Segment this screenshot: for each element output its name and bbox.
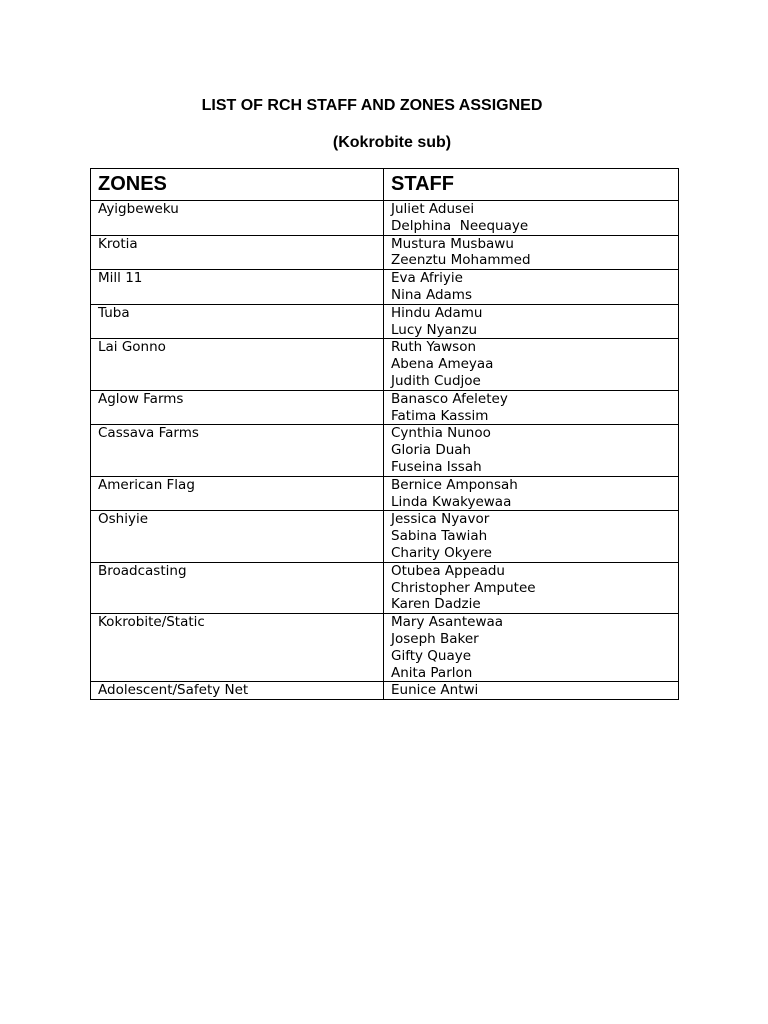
staff-cell: [384, 390, 679, 425]
staff-name: Fuseina Issah: [391, 458, 482, 475]
staff-name: Fatima Kassim: [391, 407, 489, 424]
staff-name: Mustura Musbawu: [391, 235, 514, 252]
staff-name: Judith Cudjoe: [391, 372, 481, 389]
staff-cell: [384, 270, 679, 305]
staff-cell: [384, 511, 679, 562]
staff-name: Joseph Baker: [391, 630, 479, 647]
table-row: [91, 511, 679, 562]
zone-cell: Mill 11: [91, 270, 384, 305]
staff-name: Lucy Nyanzu: [391, 321, 478, 338]
table-row: [91, 476, 679, 511]
zone-cell: Krotia: [91, 235, 384, 270]
zone-cell: Kokrobite/Static: [91, 614, 384, 682]
table-row: [91, 614, 679, 682]
document-subtitle: (Kokrobite sub): [332, 134, 452, 151]
zone-cell: Tuba: [91, 304, 384, 339]
column-header-zones: ZONES: [91, 169, 384, 201]
table-body: [91, 201, 679, 700]
table-row: [91, 339, 679, 390]
document-title: LIST OF RCH STAFF AND ZONES ASSIGNED: [201, 97, 543, 114]
zone-cell: Ayigbeweku: [91, 201, 384, 236]
zone-cell: Adolescent/Safety Net: [91, 682, 384, 700]
staff-cell: [384, 562, 679, 613]
zone-cell: Broadcasting: [91, 562, 384, 613]
staff-name: Otubea Appeadu: [391, 562, 505, 579]
staff-name: Eva Afriyie: [391, 270, 463, 287]
staff-cell: [384, 614, 679, 682]
table-header-row: [91, 169, 679, 201]
staff-name: Anita Parlon: [391, 664, 473, 681]
zone-cell: Oshiyie: [91, 511, 384, 562]
table-row: [91, 425, 679, 476]
staff-name: Ruth Yawson: [391, 339, 477, 356]
staff-cell: [384, 235, 679, 270]
staff-name: Juliet Adusei: [391, 201, 475, 217]
staff-name: Delphina Neequaye: [391, 217, 529, 234]
staff-name: Bernice Amponsah: [391, 476, 518, 493]
zone-cell: Lai Gonno: [91, 339, 384, 390]
staff-name: Cynthia Nunoo: [391, 425, 491, 442]
staff-name: Mary Asantewaa: [391, 614, 504, 631]
staff-cell: [384, 425, 679, 476]
staff-name: Eunice Antwi: [391, 682, 479, 699]
table-row: [91, 304, 679, 339]
staff-cell: [384, 339, 679, 390]
staff-cell: [384, 476, 679, 511]
staff-cell: [384, 304, 679, 339]
table-row: [91, 201, 679, 236]
staff-name: Zeenztu Mohammed: [391, 252, 531, 269]
table-row: [91, 270, 679, 305]
staff-cell: [384, 201, 679, 236]
staff-name: Abena Ameyaa: [391, 356, 494, 373]
staff-name: Charity Okyere: [391, 544, 492, 561]
zone-cell: American Flag: [91, 476, 384, 511]
column-header-staff: STAFF: [384, 169, 679, 201]
staff-name: Linda Kwakyewaa: [391, 493, 512, 510]
table-row: [91, 235, 679, 270]
staff-name: Christopher Amputee: [391, 579, 536, 596]
zone-cell: Cassava Farms: [91, 425, 384, 476]
table-row: [91, 562, 679, 613]
staff-zones-table: [90, 168, 679, 700]
staff-name: Banasco Afeletey: [391, 390, 508, 407]
staff-name: Gloria Duah: [391, 442, 472, 459]
staff-name: Jessica Nyavor: [391, 511, 490, 528]
staff-name: Sabina Tawiah: [391, 528, 488, 545]
zone-cell: Aglow Farms: [91, 390, 384, 425]
table-row: [91, 390, 679, 425]
staff-name: Nina Adams: [391, 286, 472, 303]
staff-name: Gifty Quaye: [391, 647, 472, 664]
staff-cell: [384, 682, 679, 700]
table-row: [91, 682, 679, 700]
staff-name: Hindu Adamu: [391, 304, 483, 321]
staff-name: Karen Dadzie: [391, 596, 481, 613]
